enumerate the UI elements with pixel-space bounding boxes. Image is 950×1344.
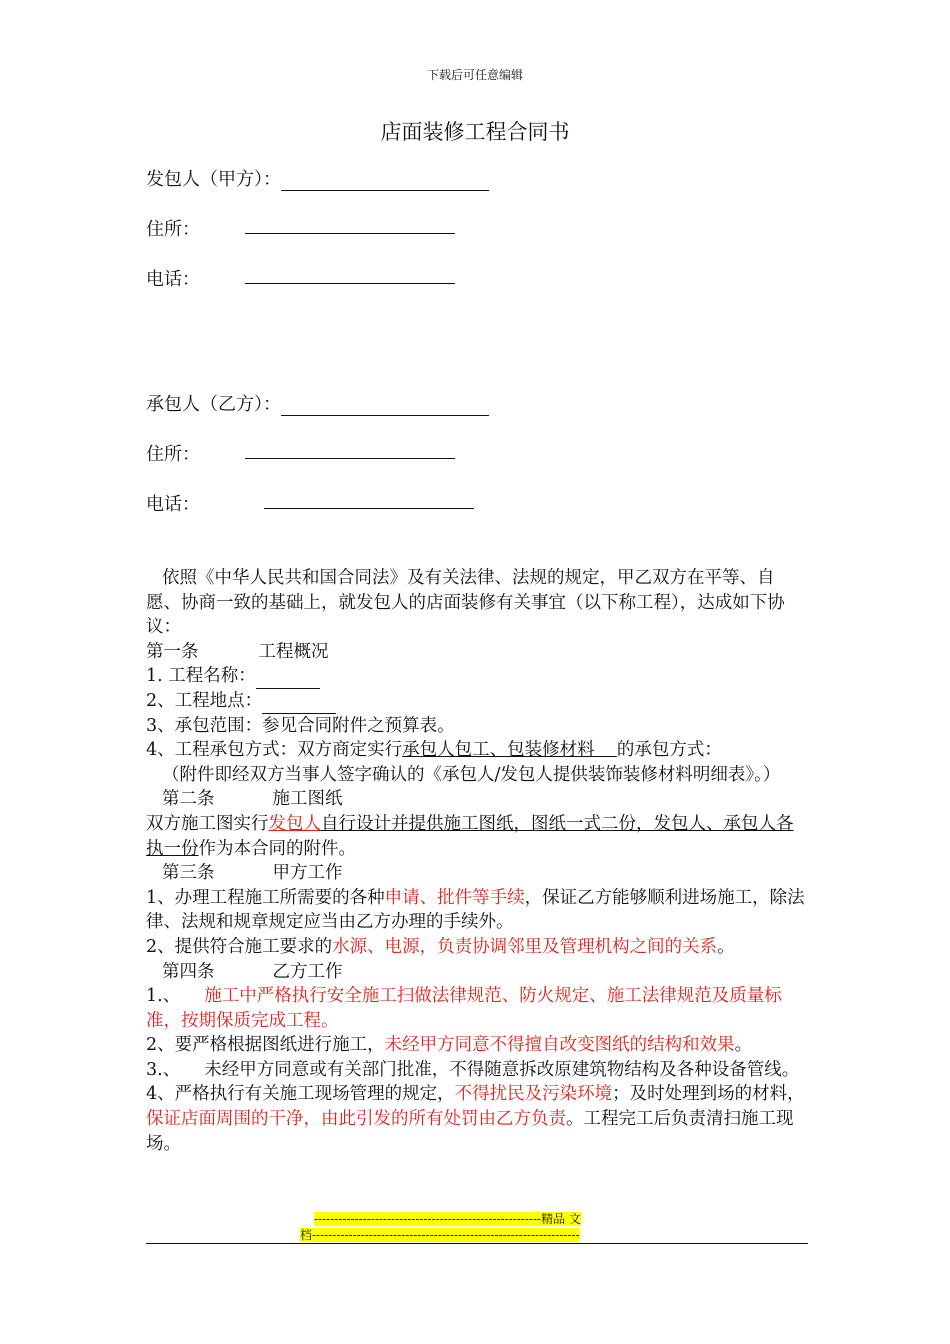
article-4-item-1: 1.、 施工中严格执行安全施工扫做法律规范、防火规定、施工法律规范及质量标准，按期保质完成工程。 bbox=[146, 986, 782, 1031]
party-a-phone-row bbox=[146, 265, 200, 291]
party-a-phone-blank[interactable] bbox=[245, 265, 455, 284]
article-1-item-4: 4、工程承包方式：双方商定实行承包人包工、包装修材料 的承包方式： bbox=[146, 740, 722, 761]
article-1-item-4-note: （附件即经双方当事人签字确认的《承包人/发包人提供装饰装修材料明细表》。） bbox=[162, 764, 781, 785]
contract-body bbox=[146, 566, 808, 1156]
footer-note-line-2: 档------------------------------------------------------------------ bbox=[300, 1228, 580, 1242]
preamble: 依照《中华人民共和国合同法》及有关法律、法规的规定，甲乙双方在平等、自愿、协商一致的基础上，就发包人的店面装修有关事宜（以下称工程），达成如下协议： bbox=[146, 568, 785, 638]
project-name-blank[interactable] bbox=[256, 671, 320, 689]
footer-divider bbox=[146, 1243, 808, 1244]
project-location-blank[interactable] bbox=[262, 696, 336, 714]
article-1-heading: 第一条 工程概况 bbox=[146, 641, 329, 662]
party-b-phone-label: 电话： bbox=[146, 494, 200, 515]
header-note: 下载后可任意编辑 bbox=[426, 68, 523, 82]
article-3-heading: 第三条 甲方工作 bbox=[162, 863, 343, 884]
article-2-heading: 第二条 施工图纸 bbox=[162, 789, 343, 810]
party-a-phone-label: 电话： bbox=[146, 269, 200, 290]
party-b-address-row bbox=[146, 440, 200, 466]
article-4-item-3: 3.、 未经甲方同意或有关部门批准，不得随意拆改原建筑物结构及各种设备管线。 bbox=[146, 1059, 800, 1080]
party-b-address-blank[interactable] bbox=[245, 440, 455, 459]
article-3-item-2: 2、提供符合施工要求的水源、电源，负责协调邻里及管理机构之间的关系。 bbox=[146, 936, 735, 957]
article-3-item-1: 1、办理工程施工所需要的各种申请、批件等手续，保证乙方能够顺利进场施工，除法律、法规和规章规定应当由乙方办理的手续外。 bbox=[146, 887, 805, 933]
article-1-item-2: 2、工程地点： bbox=[146, 689, 808, 714]
party-a-name-row bbox=[146, 165, 489, 191]
party-a-address-label: 住所： bbox=[146, 219, 200, 240]
party-a-name-blank[interactable] bbox=[281, 172, 489, 191]
party-a-name-label: 发包人（甲方）： bbox=[146, 169, 281, 190]
article-4-heading: 第四条 乙方工作 bbox=[162, 961, 343, 982]
footer-note-line-1: --------------------------------------------------------精品 文 bbox=[314, 1212, 581, 1226]
party-b-phone-row bbox=[146, 490, 200, 516]
party-a-address-blank[interactable] bbox=[245, 215, 455, 234]
document-title: 店面装修工程合同书 bbox=[380, 120, 570, 144]
article-1-item-3: 3、承包范围：参见合同附件之预算表。 bbox=[146, 715, 455, 736]
article-2-text: 双方施工图实行发包人自行设计并提供施工图纸，图纸一式二份，发包人、承包人各执一份作为本合同的附件。 bbox=[146, 813, 794, 859]
footer-note bbox=[300, 1211, 650, 1243]
article-1-item-1: 1. 工程名称： bbox=[146, 664, 808, 689]
party-b-name-label: 承包人（乙方）： bbox=[146, 394, 281, 415]
party-b-address-label: 住所： bbox=[146, 444, 200, 465]
party-a-address-row bbox=[146, 215, 200, 241]
party-b-name-row bbox=[146, 390, 489, 416]
party-b-phone-blank[interactable] bbox=[264, 490, 474, 509]
party-b-name-blank[interactable] bbox=[281, 397, 489, 416]
article-4-item-4: 4、严格执行有关施工现场管理的规定，不得扰民及污染环境；及时处理到场的材料，保证店面周围的干净，由此引发的所有处罚由乙方负责。工程完工后负责清扫施工现场。 bbox=[146, 1084, 805, 1154]
article-4-item-2: 2、要严格根据图纸进行施工，未经甲方同意不得擅自改变图纸的结构和效果。 bbox=[146, 1035, 753, 1056]
